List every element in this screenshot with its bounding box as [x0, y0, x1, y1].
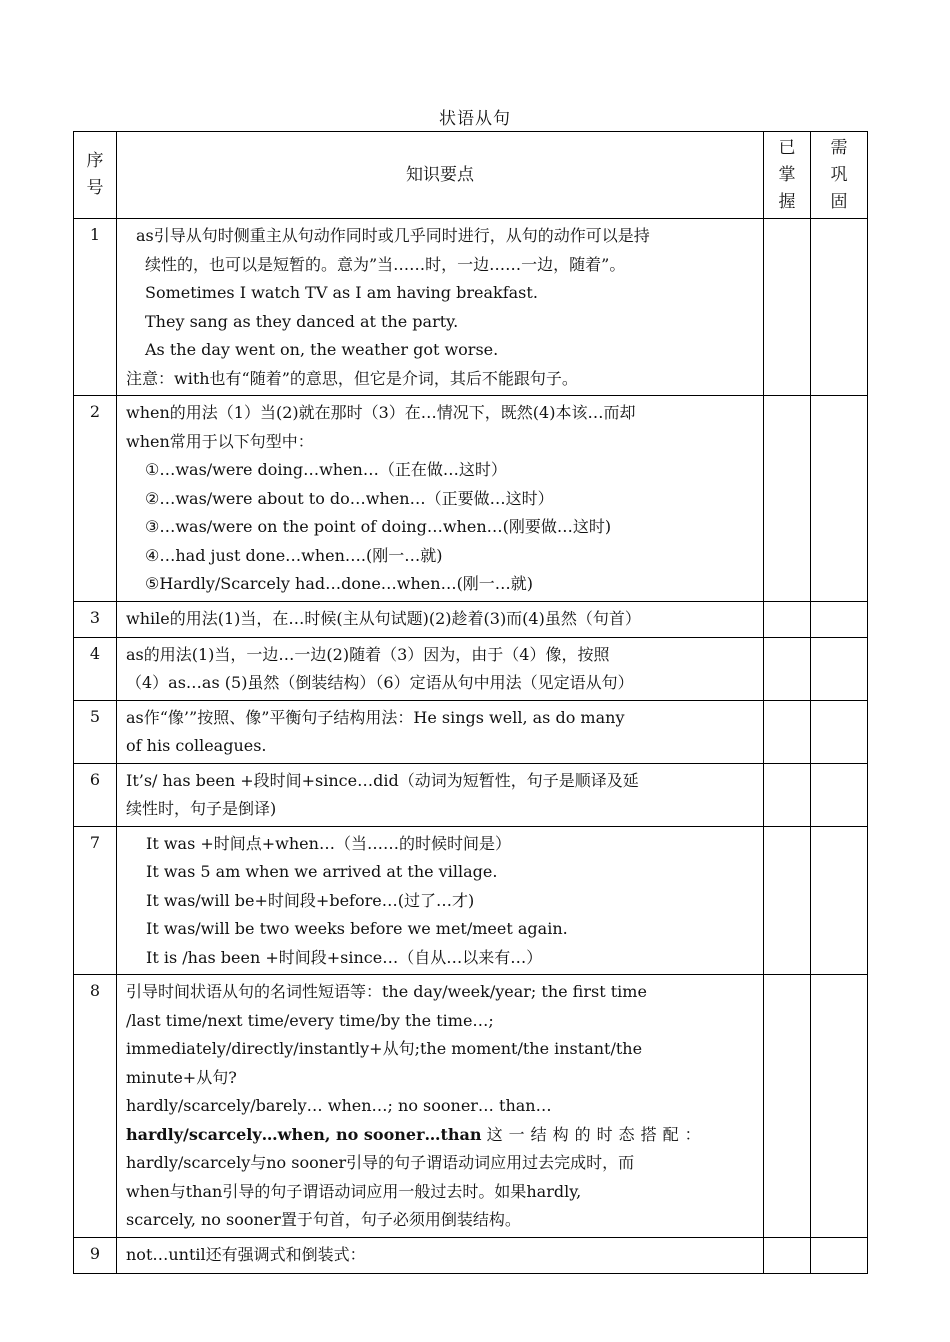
content-line: They sang as they danced at the party.	[145, 311, 459, 331]
content-line: 续性时，句子是倒译)	[126, 799, 277, 818]
table-row	[74, 637, 868, 700]
review-checkbox-cell[interactable]	[811, 826, 868, 975]
header-needs-review	[811, 132, 868, 219]
header-knowledge-points: 知识要点	[117, 132, 764, 219]
content-line: 注意：with也有“随着”的意思，但它是介词，其后不能跟句子。	[126, 368, 578, 388]
mastered-checkbox-cell[interactable]	[764, 601, 811, 637]
bold-phrase: hardly/scarcely…when, no sooner…than	[126, 1124, 482, 1144]
content-line: It was/will be+时间段+before…(过了…才)	[146, 890, 475, 910]
content-line: 引导时间状语从句的名词性短语等：the day/week/year; the first time	[126, 982, 647, 1001]
header-number	[74, 132, 117, 219]
mastered-checkbox-cell[interactable]	[764, 637, 811, 700]
review-checkbox-cell[interactable]	[811, 1237, 868, 1273]
header-number-char: 序	[86, 151, 104, 171]
row-content	[117, 975, 764, 1238]
content-line	[126, 1121, 755, 1150]
knowledge-points-table	[73, 131, 868, 1274]
row-number: 1	[74, 219, 117, 396]
content-line: ④…had just done…when….(刚一…就)	[145, 545, 443, 565]
header-review-char: 需	[830, 137, 848, 158]
table-row	[74, 826, 868, 975]
mastered-checkbox-cell[interactable]	[764, 826, 811, 975]
content-line: ⑤Hardly/Scarcely had…done…when…(刚一…就)	[145, 574, 534, 593]
table-header-row	[74, 132, 868, 219]
row-number: 4	[74, 637, 117, 700]
row-content	[117, 763, 764, 826]
content-line: It was 5 am when we arrived at the village.	[146, 862, 498, 881]
header-mastered	[764, 132, 811, 219]
row-number: 7	[74, 826, 117, 975]
review-checkbox-cell[interactable]	[811, 219, 868, 396]
content-line: hardly/scarcely/barely… when…; no sooner… than…	[126, 1096, 552, 1115]
content-line: while的用法(1)当，在…时候(主从句试题)(2)趁着(3)而(4)虽然（句首）	[126, 608, 641, 628]
content-line: as引导从句时侧重主从句动作同时或几乎同时进行，从句的动作可以是持	[136, 226, 650, 245]
row-content	[117, 396, 764, 602]
mastered-checkbox-cell[interactable]	[764, 219, 811, 396]
content-line: It is /has been +时间段+since…（自从…以来有…）	[146, 947, 543, 967]
content-line: of his colleagues.	[126, 736, 267, 755]
table-row	[74, 763, 868, 826]
page-title: 状语从句	[439, 109, 511, 129]
row-content	[117, 637, 764, 700]
header-mastered-char: 握	[778, 191, 796, 212]
content-line: not…until还有强调式和倒装式：	[126, 1244, 366, 1264]
content-line: as作“像’”按照、像”平衡句子结构用法：He sings well, as do many	[126, 707, 625, 727]
content-line: ①…was/were doing…when…（正在做…这时）	[145, 460, 507, 479]
content-line: hardly/scarcely与no sooner引导的句子谓语动词应用过去完成时，而	[126, 1153, 635, 1172]
content-line: minute+从句?	[126, 1067, 237, 1087]
mastered-checkbox-cell[interactable]	[764, 700, 811, 763]
table-row	[74, 1237, 868, 1273]
content-line: It’s/ has been +段时间+since…did（动词为短暂性，句子是顺译及延	[126, 770, 639, 790]
header-review-char: 巩	[830, 164, 848, 185]
content-line: As the day went on, the weather got worse.	[145, 340, 499, 359]
row-number: 3	[74, 601, 117, 637]
mastered-checkbox-cell[interactable]	[764, 1237, 811, 1273]
content-fragment: 这一结构的时态搭配：	[486, 1124, 707, 1144]
content-line: （4）as…as (5)虽然（倒装结构）（6）定语从句中用法（见定语从句）	[126, 673, 634, 692]
review-checkbox-cell[interactable]	[811, 975, 868, 1238]
review-checkbox-cell[interactable]	[811, 637, 868, 700]
row-number: 5	[74, 700, 117, 763]
row-content	[117, 826, 764, 975]
header-review-char: 固	[830, 191, 848, 212]
header-mastered-char: 已	[778, 137, 796, 158]
row-number: 6	[74, 763, 117, 826]
header-number-char: 号	[86, 178, 104, 198]
content-line: It was/will be two weeks before we met/meet again.	[146, 919, 568, 938]
table-row	[74, 601, 868, 637]
content-line: as的用法(1)当，一边…一边(2)随着（3）因为，由于（4）像，按照	[126, 644, 610, 664]
review-checkbox-cell[interactable]	[811, 396, 868, 602]
content-line: ②…was/were about to do…when…（正要做…这时）	[145, 488, 554, 508]
mastered-checkbox-cell[interactable]	[764, 396, 811, 602]
review-checkbox-cell[interactable]	[811, 601, 868, 637]
content-line: ③…was/were on the point of doing…when…(刚要做…这时)	[145, 517, 612, 536]
table-row	[74, 975, 868, 1238]
header-mastered-char: 掌	[778, 164, 796, 185]
row-number: 8	[74, 975, 117, 1238]
review-checkbox-cell[interactable]	[811, 763, 868, 826]
row-number: 9	[74, 1237, 117, 1273]
content-line: 续性的，也可以是短暂的。意为”当……时，一边……一边，随着”。	[145, 254, 626, 274]
row-content	[117, 219, 764, 396]
content-line: scarcely, no sooner置于句首，句子必须用倒装结构。	[126, 1210, 521, 1229]
table-row	[74, 396, 868, 602]
row-number: 2	[74, 396, 117, 602]
table-row	[74, 700, 868, 763]
review-checkbox-cell[interactable]	[811, 700, 868, 763]
content-line: /last time/next time/every time/by the time…;	[126, 1010, 494, 1030]
mastered-checkbox-cell[interactable]	[764, 763, 811, 826]
row-content	[117, 601, 764, 637]
content-line: when的用法（1）当(2)就在那时（3）在…情况下，既然(4)本该…而却	[126, 403, 636, 422]
content-line: when与than引导的句子谓语动词应用一般过去时。如果hardly,	[126, 1181, 582, 1201]
table-row	[74, 219, 868, 396]
content-line: Sometimes I watch TV as I am having breakfast.	[145, 283, 538, 302]
row-content	[117, 700, 764, 763]
content-line: immediately/directly/instantly+从句;the moment/the instant/the	[126, 1039, 643, 1058]
mastered-checkbox-cell[interactable]	[764, 975, 811, 1238]
content-line: when常用于以下句型中：	[126, 431, 314, 451]
content-line: It was +时间点+when…（当……的时候时间是）	[146, 833, 511, 853]
row-content	[117, 1237, 764, 1273]
